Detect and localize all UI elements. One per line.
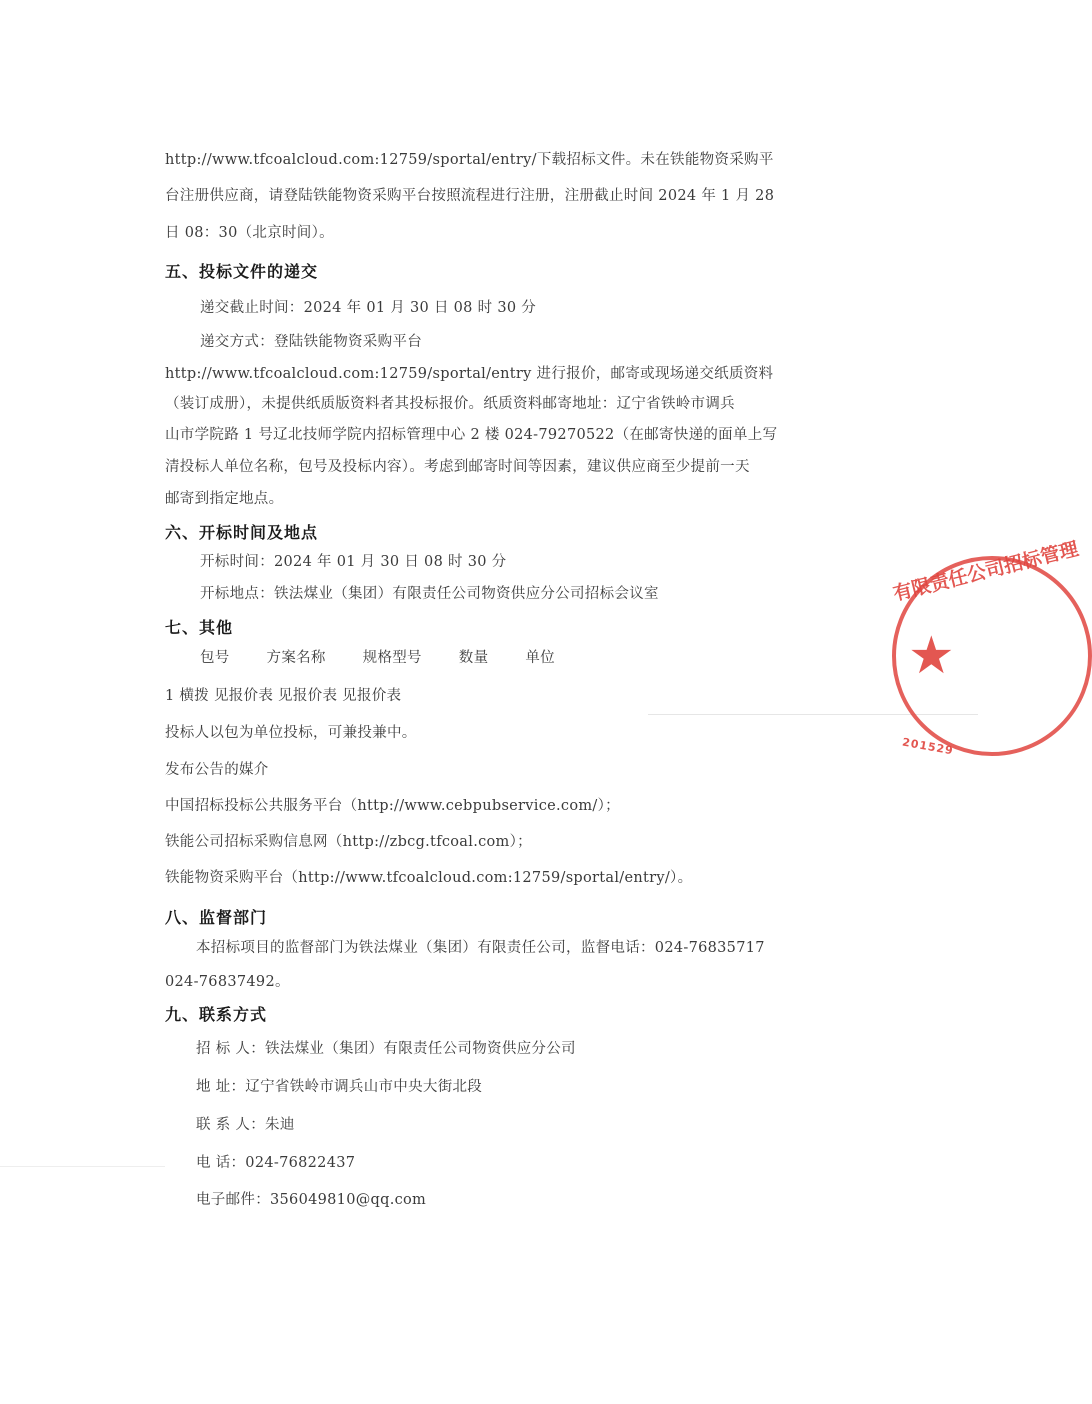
header-spec-model: 规格型号	[362, 650, 422, 666]
header-quantity: 数量	[458, 650, 489, 666]
opening-place: 开标地点：铁法煤业（集团）有限责任公司物资供应分公司招标会议室	[200, 586, 659, 602]
header-plan-name: 方案名称	[266, 650, 326, 666]
media-item-3: 铁能物资采购平台（http://www.tfcoalcloud.com:12759/sportal/entry/）。	[165, 870, 693, 886]
header-unit: 单位	[525, 650, 555, 666]
package-table-row: 1 横拨 见报价表 见报价表 见报价表	[165, 688, 402, 704]
contact-person: 联 系 人：朱迪	[196, 1117, 295, 1133]
supervision-paragraph-1: 本招标项目的监督部门为铁法煤业（集团）有限责任公司，监督电话：024-76835717	[196, 940, 765, 956]
package-table-header	[200, 646, 587, 667]
contact-tenderer: 招 标 人：铁法煤业（集团）有限责任公司物资供应分公司	[196, 1041, 576, 1057]
text-line-3: 日 08：30（北京时间）。	[165, 225, 334, 241]
bidding-note: 投标人以包为单位投标，可兼投兼中。	[165, 725, 417, 741]
text-line-1: http://www.tfcoalcloud.com:12759/sportal/entry/下载招标文件。未在铁能物资采购平	[165, 152, 774, 168]
scan-artifact-line-2	[0, 1166, 165, 1167]
section-5-paragraph-2: （装订成册），未提供纸质版资料者其投标报价。纸质资料邮寄地址：辽宁省铁岭市调兵	[165, 396, 735, 412]
media-item-1: 中国招标投标公共服务平台（http://www.cebpubservice.com/）；	[165, 798, 620, 814]
media-title: 发布公告的媒介	[165, 762, 269, 778]
section-5-paragraph-3: 山市学院路 1 号辽北技师学院内招标管理中心 2 楼 024-79270522（在邮寄快递的面单上写	[165, 427, 778, 443]
submission-deadline: 递交截止时间：2024 年 01 月 30 日 08 时 30 分	[200, 300, 537, 316]
submission-method: 递交方式：登陆铁能物资采购平台	[200, 334, 422, 350]
section-5-paragraph-4: 清投标人单位名称，包号及投标内容）。考虑到邮寄时间等因素，建议供应商至少提前一天	[165, 459, 750, 475]
section-5-paragraph-1: http://www.tfcoalcloud.com:12759/sportal/entry 进行报价，邮寄或现场递交纸质资料	[165, 366, 774, 382]
contact-phone: 电 话：024-76822437	[196, 1155, 356, 1171]
supervision-paragraph-2: 024-76837492。	[165, 974, 290, 990]
media-item-2: 铁能公司招标采购信息网（http://zbcg.tfcoal.com）；	[165, 834, 532, 850]
section-5-title: 五、投标文件的递交	[165, 262, 319, 281]
header-package-no: 包号	[200, 650, 230, 666]
opening-time: 开标时间：2024 年 01 月 30 日 08 时 30 分	[200, 554, 507, 570]
section-7-title: 七、其他	[165, 618, 234, 637]
seal-star-icon: ★	[908, 626, 955, 686]
seal-text: 有限责任公司招标管理	[890, 537, 1081, 606]
seal-number: 201529	[901, 735, 955, 758]
text-line-2: 台注册供应商，请登陆铁能物资采购平台按照流程进行注册，注册截止时间 2024 年 1 月 28	[165, 188, 775, 204]
section-5-paragraph-5: 邮寄到指定地点。	[165, 491, 284, 507]
section-6-title: 六、开标时间及地点	[165, 523, 319, 542]
section-9-title: 九、联系方式	[165, 1005, 268, 1024]
section-8-title: 八、监督部门	[165, 908, 268, 927]
contact-address: 地 址：辽宁省铁岭市调兵山市中央大街北段	[196, 1079, 483, 1095]
contact-email: 电子邮件：356049810@qq.com	[196, 1192, 427, 1208]
